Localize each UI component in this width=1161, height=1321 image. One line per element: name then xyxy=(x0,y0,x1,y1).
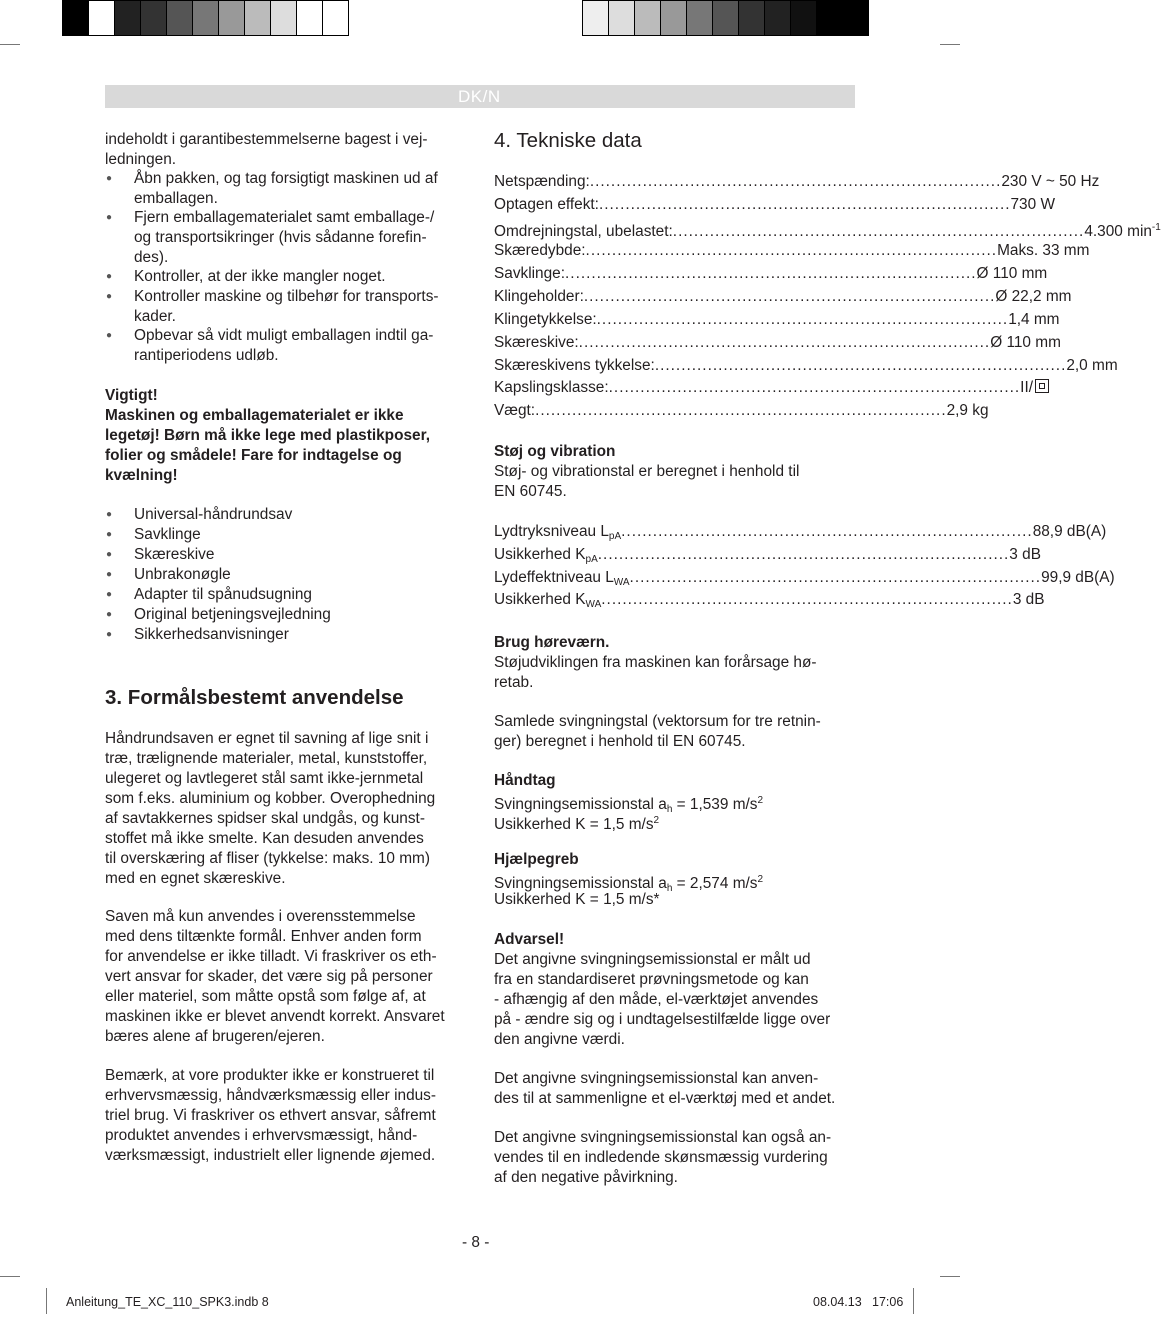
warning-text: Maskinen og emballagematerialet er ikke xyxy=(105,407,404,424)
bullet-icon: ● xyxy=(106,330,113,341)
paragraph-line: stoffet må ikke smelte. Kan desuden anvendes xyxy=(105,830,424,847)
list-item: kader. xyxy=(134,308,176,325)
spec-row: Savklinge: .............................................................................. Ø 110 mm xyxy=(494,265,1048,282)
paragraph-line: med en egnet skæreskive. xyxy=(105,870,286,887)
spec-row: Skæredybde: .............................................................................. Maks. 33 mm xyxy=(494,242,1090,259)
list-item: og transportsikringer (hvis sådanne forefin- xyxy=(134,229,427,246)
vibration-text: ger) beregnet i henhold til EN 60745. xyxy=(494,733,746,750)
prelim-text: af den negative påvirkning. xyxy=(494,1169,678,1186)
paragraph-line: Bemærk, at vore produkter ikke er konstrueret til xyxy=(105,1067,435,1084)
noise-heading: Støj og vibration xyxy=(494,443,616,460)
hearing-text: retab. xyxy=(494,674,534,691)
bullet-icon: ● xyxy=(106,549,113,560)
caution-text: på - ændre sig og i undtagelsestilfælde ligge over xyxy=(494,1011,831,1028)
list-item: rantiperiodens udløb. xyxy=(134,347,279,364)
intro-line: ledningen. xyxy=(105,151,177,168)
spec-row: Vægt: .............................................................................. 2,9 kg xyxy=(494,402,989,419)
paragraph-line: med dens tiltænkte formål. Enhver anden form xyxy=(105,928,422,945)
crop-mark xyxy=(913,1288,914,1314)
paragraph-line: erhvervsmæssig, håndværksmæssig eller indus- xyxy=(105,1087,437,1104)
bullet-icon: ● xyxy=(106,529,113,540)
registration-marks-left xyxy=(62,0,348,36)
list-item: Kontroller maskine og tilbehør for transports- xyxy=(134,288,439,305)
bullet-icon: ● xyxy=(106,509,113,520)
paragraph-line: maskinen ikke er blevet anvendt korrekt. Ansvaret xyxy=(105,1008,445,1025)
noise-row: Lydtryksniveau $L_{pA}$ .............................................................................. 88,9 dB(A) xyxy=(494,523,1107,542)
noise-row: Usikkerhed $K_{WA}$ .............................................................................. 3 dB xyxy=(494,591,1045,610)
spec-row: Omdrejningstal, ubelastet: .............................................................................. 4.300 $\min^{-1}$ xyxy=(494,222,1161,240)
caution-text: - afhængig af den måde, el-værktøjet anvendes xyxy=(494,991,819,1008)
caution-heading: Advarsel! xyxy=(494,931,565,948)
bullet-icon: ● xyxy=(106,291,113,302)
compare-text: Det angivne svingningsemissionstal kan anven- xyxy=(494,1070,819,1087)
prelim-text: vendes til en indledende skønsmæssig vurdering xyxy=(494,1149,828,1166)
contents-item: Universal-håndrundsav xyxy=(134,506,293,523)
caution-text: den angivne værdi. xyxy=(494,1031,625,1048)
paragraph-line: produktet anvendes i erhvervsmæssigt, hånd- xyxy=(105,1127,418,1144)
contents-item: Savklinge xyxy=(134,526,201,543)
crop-mark xyxy=(940,1276,960,1277)
paragraph-line: eller materiel, som måtte opstå som følge af, at xyxy=(105,988,426,1005)
aux-uncertainty: Usikkerhed K = 1,5 m/s* xyxy=(494,891,660,908)
language-tag: DK/N xyxy=(458,87,501,106)
footer-date: 08.04.13 xyxy=(813,1295,862,1309)
crop-mark xyxy=(940,44,960,45)
paragraph-line: værksmæssigt, industrielt eller lignende øjemed. xyxy=(105,1147,436,1164)
paragraph-line: Saven må kun anvendes i overensstemmelse xyxy=(105,908,416,925)
list-item: Kontroller, at der ikke mangler noget. xyxy=(134,268,386,285)
intro-line: indeholdt i garantibestemmelserne bagest i vej- xyxy=(105,131,428,148)
contents-item: Skæreskive xyxy=(134,546,215,563)
bullet-icon: ● xyxy=(106,569,113,580)
paragraph-line: til overskæring af fliser (tykkelse: maks. 10 mm) xyxy=(105,850,430,867)
spec-row: Netspænding: .............................................................................. 230 V ~ 50 Hz xyxy=(494,173,1100,190)
section-3-title: 3. Formålsbestemt anvendelse xyxy=(105,686,404,709)
crop-mark xyxy=(0,44,20,45)
section-4-title: 4. Tekniske data xyxy=(494,129,642,152)
noise-row: Usikkerhed $K_{pA}$ .............................................................................. 3 dB xyxy=(494,546,1041,565)
paragraph-line: for anvendelse er ikke tilladt. Vi fraskriver os eth- xyxy=(105,948,437,965)
vibration-text: Samlede svingningstal (vektorsum for tre retnin- xyxy=(494,713,821,730)
paragraph-line: triel brug. Vi fraskriver os ethvert ansvar, såfremt xyxy=(105,1107,436,1124)
spec-row: Kapslingsklasse: .............................................................................. II/ xyxy=(494,378,852,398)
spec-row: Skæreskivens tykkelse: .............................................................................. 2,0 mm xyxy=(494,357,1118,374)
spec-row: Klingetykkelse: .............................................................................. 1,4 mm xyxy=(494,311,1060,328)
contents-item: Original betjeningsvejledning xyxy=(134,606,331,623)
spec-row: Optagen effekt: .............................................................................. 730 W xyxy=(494,196,1055,213)
hearing-heading: Brug høreværn. xyxy=(494,634,610,651)
paragraph-line: ulegeret og lavtlegeret stål samt ikke-jernmetal xyxy=(105,770,424,787)
bullet-icon: ● xyxy=(106,173,113,184)
spec-row: Klingeholder: .............................................................................. Ø 22,2 mm xyxy=(494,288,1072,305)
contents-item: Sikkerhedsanvisninger xyxy=(134,626,289,643)
warning-text: folier og smådele! Fare for indtagelse og xyxy=(105,447,402,464)
prelim-text: Det angivne svingningsemissionstal kan også an- xyxy=(494,1129,832,1146)
paragraph-line: af savtakkernes spidser skal undgås, og kunst- xyxy=(105,810,425,827)
bullet-icon: ● xyxy=(106,212,113,223)
list-item: des). xyxy=(134,249,169,266)
paragraph-line: bæres alene af brugeren/ejeren. xyxy=(105,1028,325,1045)
spec-row: Skæreskive: .............................................................................. Ø 110 mm xyxy=(494,334,1061,351)
paragraph-line: som f.eks. aluminium og kobber. Overophedning xyxy=(105,790,436,807)
registration-marks-right xyxy=(582,0,868,36)
handle-uncertainty: Usikkerhed K = 1,5 $m/s^2$ xyxy=(494,815,660,833)
page-number: - 8 - xyxy=(462,1234,490,1251)
warning-heading: Vigtigt! xyxy=(105,387,158,404)
noise-text: Støj- og vibrationstal er beregnet i henhold til xyxy=(494,463,800,480)
bullet-icon: ● xyxy=(106,271,113,282)
protection-class-ii-icon xyxy=(1035,379,1049,393)
contents-item: Adapter til spånudsugning xyxy=(134,586,312,603)
bullet-icon: ● xyxy=(106,629,113,640)
warning-text: legetøj! Børn må ikke lege med plastikposer, xyxy=(105,427,431,444)
aux-emission: Svingningsemissionstal $a_h = 2,574$ $m/s^2$ xyxy=(494,874,764,894)
caution-text: fra en standardiseret prøvningsmetode og kan xyxy=(494,971,809,988)
contents-item: Unbrakonøgle xyxy=(134,566,231,583)
paragraph-line: vert ansvar for skader, det være sig på personer xyxy=(105,968,433,985)
paragraph-line: Håndrundsaven er egnet til savning af lige snit i xyxy=(105,730,429,747)
bullet-icon: ● xyxy=(106,609,113,620)
bullet-icon: ● xyxy=(106,589,113,600)
list-item: Opbevar så vidt muligt emballagen indtil ga- xyxy=(134,327,434,344)
compare-text: des til at sammenligne et el-værktøj med et andet. xyxy=(494,1090,836,1107)
paragraph-line: træ, trælignende materialer, metal, kunststoffer, xyxy=(105,750,428,767)
footer-filename: Anleitung_TE_XC_110_SPK3.indb 8 xyxy=(66,1295,269,1309)
list-item: Åbn pakken, og tag forsigtigt maskinen ud af xyxy=(134,170,438,187)
handle-emission: Svingningsemissionstal $a_h = 1,539$ $m/s^2$ xyxy=(494,795,764,815)
handle-heading: Håndtag xyxy=(494,772,556,789)
list-item: Fjern emballagematerialet samt emballage-/ xyxy=(134,209,435,226)
crop-mark xyxy=(46,1288,47,1314)
noise-text: EN 60745. xyxy=(494,483,567,500)
hearing-text: Støjudviklingen fra maskinen kan forårsage hø- xyxy=(494,654,817,671)
warning-text: kvælning! xyxy=(105,467,178,484)
caution-text: Det angivne svingningsemissionstal er målt ud xyxy=(494,951,811,968)
list-item: emballagen. xyxy=(134,190,218,207)
aux-handle-heading: Hjælpegreb xyxy=(494,851,579,868)
footer-time: 17:06 xyxy=(872,1295,904,1309)
noise-row: Lydeffektniveau $L_{WA}$ .............................................................................. 99,9 dB(A) xyxy=(494,569,1115,588)
crop-mark xyxy=(0,1276,20,1277)
